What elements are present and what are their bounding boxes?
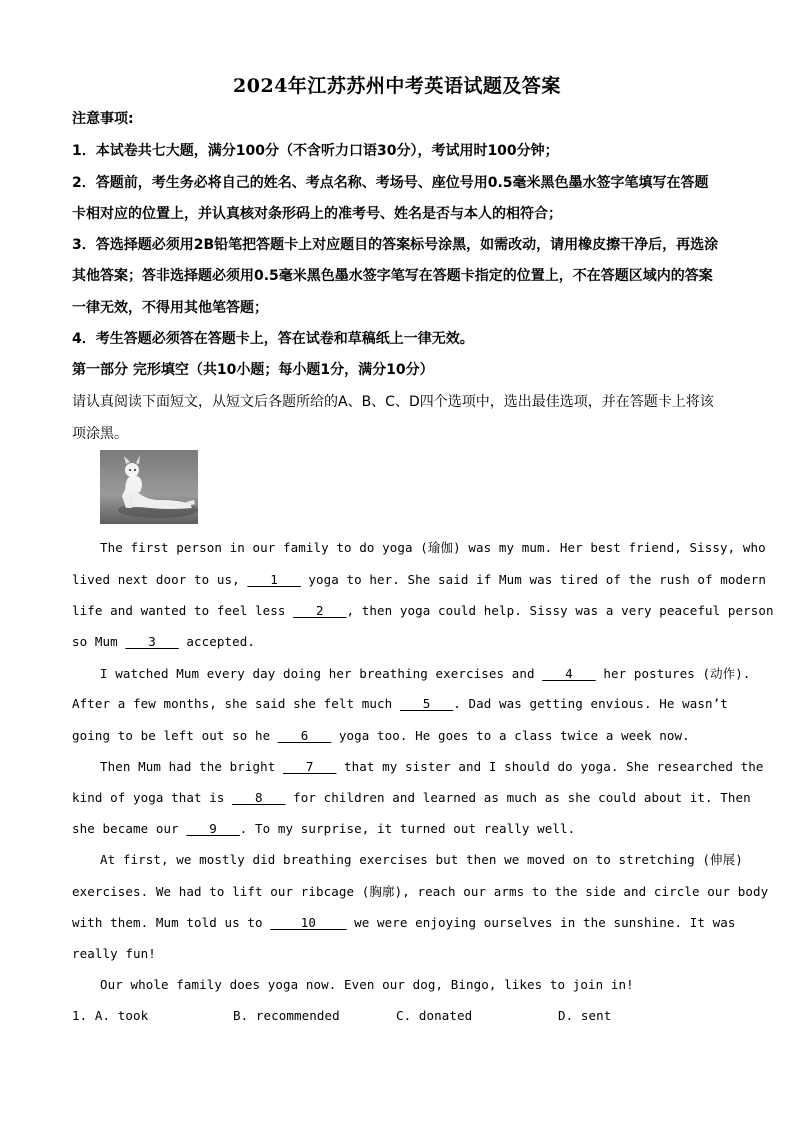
notice-line: 卡相对应的位置上，并认真核对条形码上的准考号、姓名是否与本人的相符合； bbox=[72, 206, 562, 222]
passage-line: Our whole family does yoga now. Even our dog, Bingo, likes to join in! bbox=[100, 977, 634, 992]
answer-blank-2: 2 bbox=[293, 603, 347, 618]
passage-text: . Dad was getting envious. He wasn’t bbox=[453, 696, 728, 711]
notice-line: 4．考生答题必须答在答题卡上，答在试卷和草稿纸上一律无效。 bbox=[72, 331, 474, 347]
passage-line bbox=[72, 821, 575, 836]
passage-text: yoga too. He goes to a class twice a week now. bbox=[331, 728, 690, 743]
notice-line: 一律无效，不得用其他笔答题； bbox=[72, 300, 268, 316]
passage-text: for children and learned as much as she could about it. Then bbox=[285, 790, 751, 805]
answer-blank-3: 3 bbox=[125, 634, 179, 649]
answer-blank-1: 1 bbox=[247, 572, 301, 587]
passage-line bbox=[72, 603, 774, 618]
passage-line bbox=[100, 664, 751, 682]
question-1-option-d: D. sent bbox=[558, 1008, 612, 1023]
question-1-option-c: C. donated bbox=[396, 1008, 473, 1023]
page-title: 2024年江苏苏州中考英语试题及答案 bbox=[233, 75, 561, 97]
question-1-option-b: B. recommended bbox=[233, 1008, 340, 1023]
dog-yoga-photo bbox=[100, 450, 198, 524]
passage-text: so Mum bbox=[72, 634, 126, 649]
notice-line: 3．答选择题必须用2B铅笔把答题卡上对应题目的答案标号涂黑，如需改动，请用橡皮擦干净后，再选涂 bbox=[72, 237, 719, 253]
notice-heading: 注意事项: bbox=[72, 111, 134, 127]
answer-blank-5: 5 bbox=[399, 696, 454, 711]
passage-line bbox=[72, 696, 728, 711]
passage-text: accepted. bbox=[178, 634, 256, 649]
passage-text: we were enjoying ourselves in the sunshine. It was bbox=[346, 915, 736, 930]
passage-line: At first, we mostly did breathing exercises but then we moved on to stretching (伸展) bbox=[100, 852, 743, 867]
notice-line: 2．答题前，考生务必将自己的姓名、考点名称、考场号、座位号用0.5毫米黑色墨水签字笔填写在答题 bbox=[72, 175, 709, 191]
passage-text: . To my surprise, it turned out really well. bbox=[239, 821, 576, 836]
answer-blank-7: 7 bbox=[283, 759, 337, 774]
passage-text: with them. Mum told us to bbox=[72, 915, 271, 930]
passage-text: lived next door to us, bbox=[72, 572, 248, 587]
question-1-option-a: 1. A. took bbox=[72, 1008, 149, 1023]
passage-line bbox=[72, 572, 766, 587]
answer-blank-9: 9 bbox=[186, 821, 240, 836]
dog-icon bbox=[100, 450, 198, 524]
passage-line: exercises. We had to lift our ribcage (胸廓), reach our arms to the side and circle our body bbox=[72, 884, 769, 899]
notice-line: 其他答案；答非选择题必须用0.5毫米黑色墨水签字笔写在答题卡指定的位置上，不在答题区域内的答案 bbox=[72, 268, 713, 284]
notice-line: 1．本试卷共七大题，满分100分（不含听力口语30分），考试用时100分钟； bbox=[72, 143, 559, 159]
passage-line bbox=[72, 790, 751, 805]
passage-text: Then Mum had the bright bbox=[100, 759, 284, 774]
answer-blank-8: 8 bbox=[232, 790, 286, 805]
passage-text: she became our bbox=[72, 821, 187, 836]
passage-text: I watched Mum every day doing her breathing exercises and bbox=[100, 666, 543, 681]
passage-line: The first person in our family to do yoga (瑜伽) was my mum. Her best friend, Sissy, who bbox=[100, 540, 766, 555]
answer-blank-10: 10 bbox=[270, 915, 347, 930]
passage-line bbox=[72, 728, 690, 743]
passage-text: that my sister and I should do yoga. She researched the bbox=[336, 759, 764, 774]
passage-text: her postures (动作). bbox=[595, 666, 751, 681]
passage-text: life and wanted to feel less bbox=[72, 603, 294, 618]
passage-text: , then yoga could help. Sissy was a very peaceful person bbox=[346, 603, 774, 618]
section-heading: 第一部分 完形填空（共10小题；每小题1分，满分10分） bbox=[72, 362, 434, 378]
passage-text: After a few months, she said she felt much bbox=[72, 696, 400, 711]
answer-blank-6: 6 bbox=[277, 728, 332, 743]
passage-text: going to be left out so he bbox=[72, 728, 278, 743]
passage-text: kind of yoga that is bbox=[72, 790, 233, 805]
section-instruction: 请认真阅读下面短文，从短文后各题所给的A、B、C、D四个选项中，选出最佳选项，并在答题卡上将该 bbox=[72, 394, 714, 410]
passage-line bbox=[72, 915, 735, 930]
passage-line: really fun! bbox=[72, 946, 156, 961]
passage-text: yoga to her. She said if Mum was tired of the rush of modern bbox=[300, 572, 766, 587]
passage-line bbox=[72, 634, 255, 649]
section-instruction: 项涂黑。 bbox=[72, 426, 128, 442]
answer-blank-4: 4 bbox=[542, 666, 596, 681]
passage-line bbox=[100, 759, 763, 774]
